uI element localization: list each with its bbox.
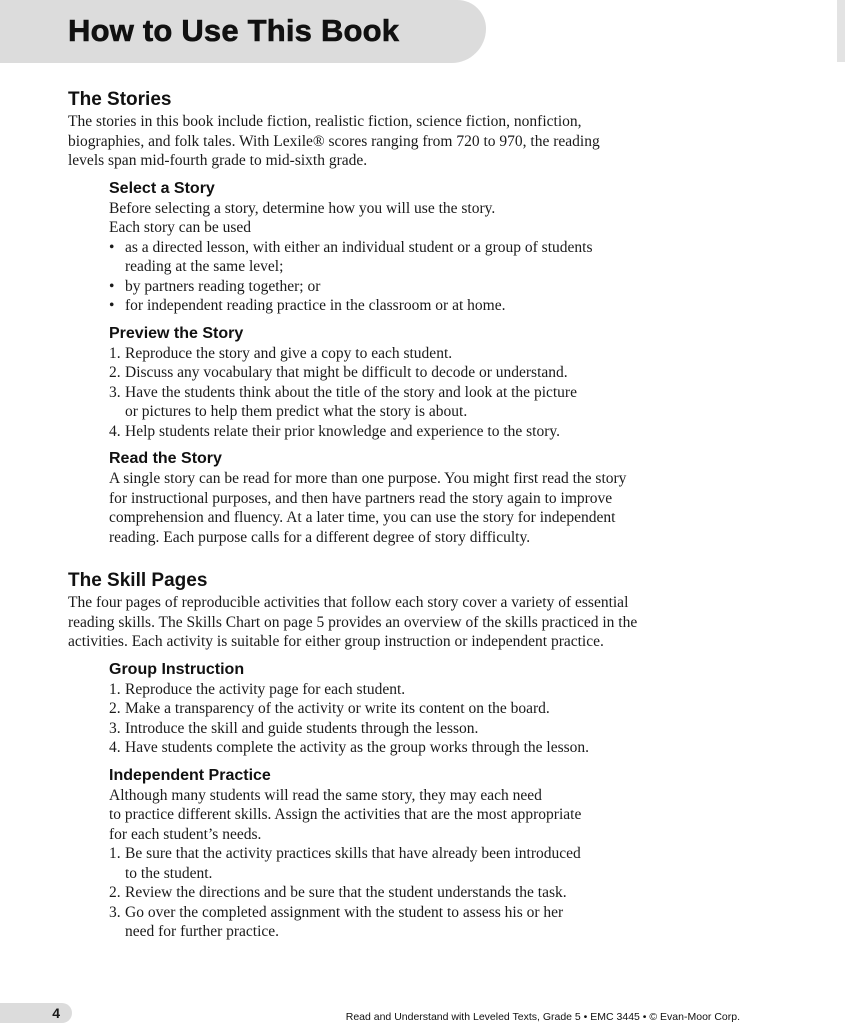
list-number: 2.	[109, 364, 121, 381]
text-line: as a directed lesson, with either an individual student or a group of students	[125, 238, 593, 256]
select-story-heading: Select a Story	[109, 179, 215, 197]
text-line: activities. Each activity is suitable for either group instruction or independent practice.	[68, 633, 604, 650]
list-number: 1.	[109, 344, 121, 362]
text-line: Introduce the skill and guide students through the lesson.	[125, 719, 479, 737]
preview-story-heading: Preview the Story	[109, 324, 244, 342]
text-line: The four pages of reproducible activities that follow each story cover a variety of essential	[68, 594, 629, 611]
select-story-section	[109, 179, 688, 548]
text-line: Help students relate their prior knowledge and experience to the story.	[125, 422, 560, 440]
text-line: Each story can be used	[109, 219, 252, 236]
text-line: by partners reading together; or	[125, 277, 321, 295]
preview-story-list	[109, 344, 688, 442]
text-line: for independent reading practice in the classroom or at home.	[125, 297, 506, 314]
list-number: 4.	[109, 739, 121, 756]
footer-credit: Read and Understand with Leveled Texts, Grade 5 • EMC 3445 • © Evan-Moor Corp.	[345, 1011, 740, 1023]
list-item	[109, 903, 688, 942]
list-item	[109, 296, 688, 316]
text-line: Have the students think about the title of the story and look at the picture	[125, 383, 577, 401]
skills-heading: The Skill Pages	[68, 570, 208, 591]
list-item	[109, 719, 688, 739]
text-line: Review the directions and be sure that the student understands the task.	[125, 884, 567, 901]
list-item	[109, 277, 688, 297]
list-item	[109, 238, 688, 277]
text-line: for each student’s needs.	[109, 825, 262, 843]
list-number: 2.	[109, 700, 121, 717]
page-content	[68, 88, 688, 942]
list-number: 2.	[109, 884, 121, 901]
text-line: Go over the completed assignment with the student to assess his or her	[125, 903, 564, 921]
list-number: 3.	[109, 719, 121, 737]
text-line: A single story can be read for more than one purpose. You might first read the story	[109, 470, 627, 487]
read-story-heading: Read the Story	[109, 450, 222, 467]
text-line: Although many students will read the same story, they may each need	[109, 786, 542, 804]
text-line: Make a transparency of the activity or write its content on the board.	[125, 700, 550, 717]
text-line: Before selecting a story, determine how you will use the story.	[109, 199, 496, 217]
list-item	[109, 363, 688, 383]
text-line: or pictures to help them predict what the story is about.	[125, 403, 468, 420]
text-line: Reproduce the activity page for each student.	[125, 680, 406, 698]
bullet-marker: •	[109, 297, 115, 314]
page-number: 4	[0, 1003, 72, 1023]
bullet-marker: •	[109, 277, 115, 295]
list-item	[109, 680, 688, 700]
group-instruction-list	[109, 680, 688, 758]
list-number: 1.	[109, 845, 121, 862]
page-footer	[0, 1003, 845, 1023]
text-line: Be sure that the activity practices skills that have already been introduced	[125, 845, 581, 862]
list-item	[109, 383, 688, 422]
skills-intro	[68, 593, 688, 652]
text-line: reading at the same level;	[125, 258, 284, 275]
list-number: 3.	[109, 903, 121, 921]
page-title: How to Use This Book	[68, 13, 400, 48]
text-line: reading skills. The Skills Chart on page 5 provides an overview of the skills practiced in the	[68, 613, 638, 631]
independent-practice-list	[109, 844, 688, 942]
text-line: Discuss any vocabulary that might be difficult to decode or understand.	[125, 364, 568, 381]
bullet-marker: •	[109, 238, 115, 256]
text-line: to practice different skills. Assign the activities that are the most appropriate	[109, 806, 582, 823]
list-number: 1.	[109, 680, 121, 698]
independent-practice-heading: Independent Practice	[109, 766, 271, 784]
group-instruction-heading: Group Instruction	[109, 660, 245, 678]
text-line: Reproduce the story and give a copy to each student.	[125, 344, 453, 362]
text-line: The stories in this book include fiction, realistic fiction, science fiction, nonfiction,	[68, 113, 582, 130]
list-item	[109, 344, 688, 364]
stories-heading: The Stories	[68, 89, 172, 110]
list-item	[109, 422, 688, 442]
group-instruction-section	[109, 660, 688, 942]
text-line: reading. Each purpose calls for a different degree of story difficulty.	[109, 528, 531, 546]
select-story-bullets	[109, 238, 688, 316]
stories-intro	[68, 112, 688, 171]
list-item	[109, 699, 688, 719]
text-line: levels span mid-fourth grade to mid-sixth grade.	[68, 152, 368, 169]
list-number: 3.	[109, 383, 121, 401]
page-edge-strip	[837, 0, 845, 62]
text-line: biographies, and folk tales. With Lexile® scores ranging from 720 to 970, the reading	[68, 132, 600, 150]
text-line: comprehension and fluency. At a later time, you can use the story for independent	[109, 509, 616, 526]
text-line: for instructional purposes, and then have partners read the story again to improve	[109, 489, 613, 507]
list-item	[109, 883, 688, 903]
list-item	[109, 844, 688, 883]
text-line: need for further practice.	[125, 923, 280, 940]
list-number: 4.	[109, 422, 121, 440]
text-line: Have students complete the activity as the group works through the lesson.	[125, 739, 590, 756]
list-item	[109, 738, 688, 758]
text-line: to the student.	[125, 864, 213, 882]
